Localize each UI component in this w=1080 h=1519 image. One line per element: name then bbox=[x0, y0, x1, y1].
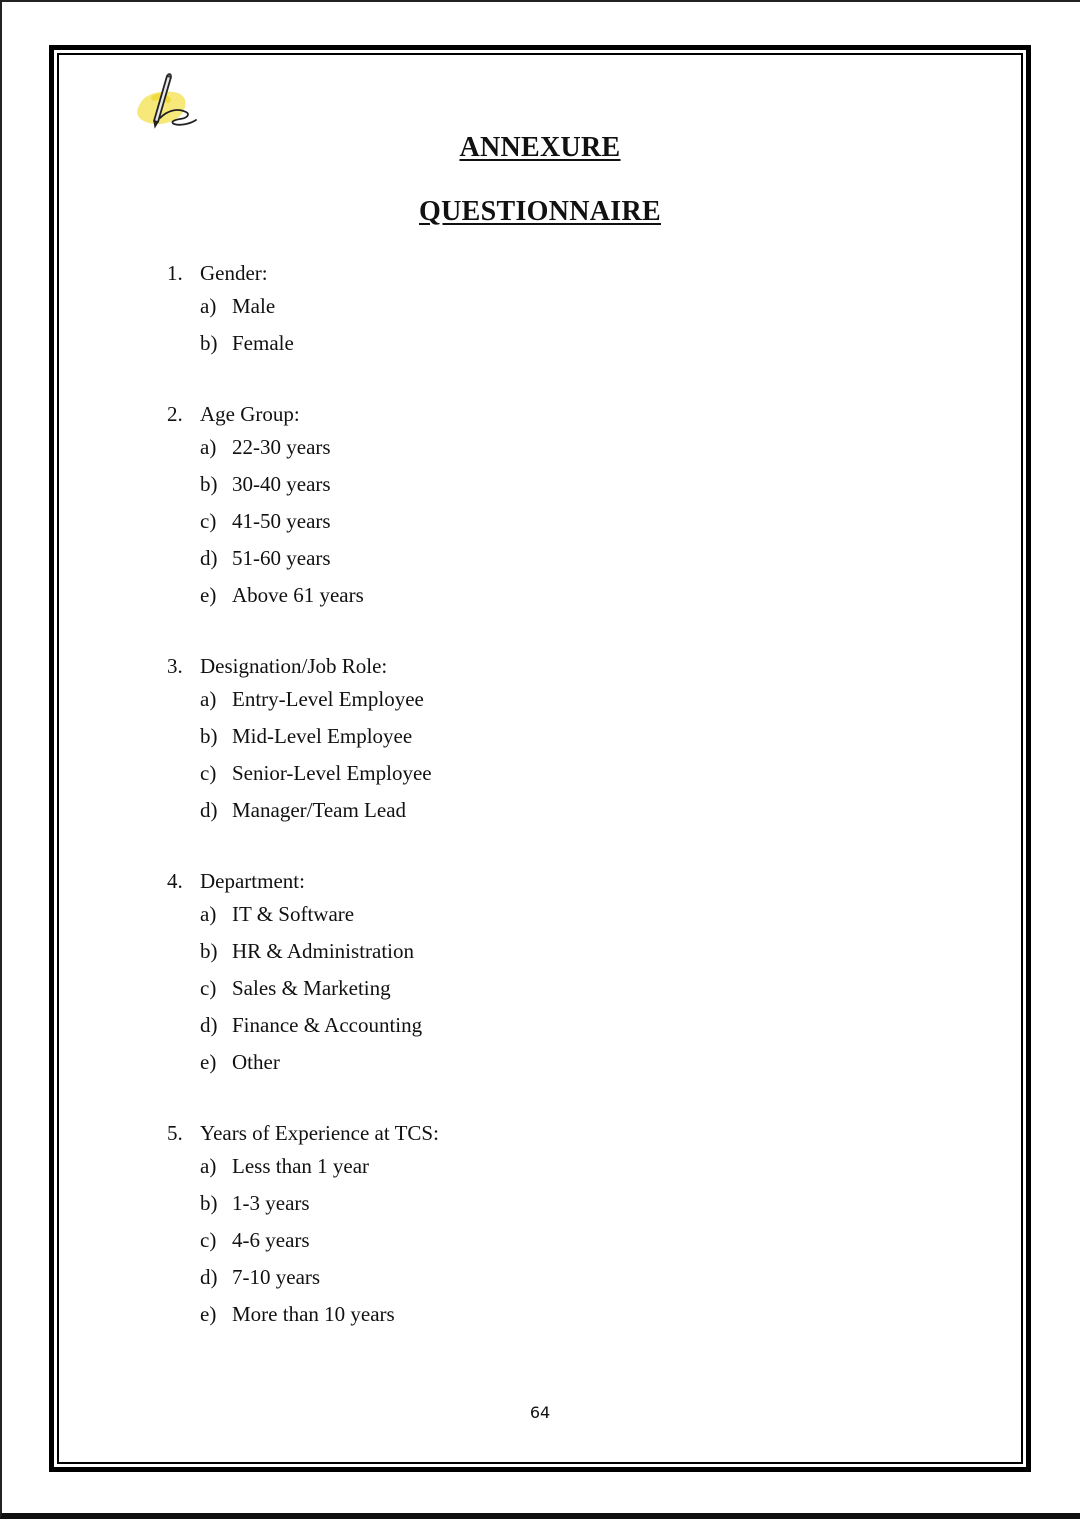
option-text: More than 10 years bbox=[232, 1302, 395, 1326]
option-item bbox=[167, 755, 867, 792]
question-gender bbox=[167, 258, 867, 362]
question-line bbox=[167, 651, 867, 681]
question-experience bbox=[167, 1118, 867, 1333]
question-text: Designation/Job Role: bbox=[200, 654, 388, 678]
option-letter: a) bbox=[200, 687, 217, 711]
option-letter: c) bbox=[200, 1228, 217, 1252]
page-number: 64 bbox=[529, 1403, 551, 1422]
option-letter: a) bbox=[200, 902, 217, 926]
option-text: 30-40 years bbox=[232, 472, 331, 496]
questionnaire-heading: QUESTIONNAIRE bbox=[419, 196, 661, 227]
option-letter: b) bbox=[200, 331, 218, 355]
option-item bbox=[167, 1185, 867, 1222]
option-letter: c) bbox=[200, 509, 217, 533]
option-letter: e) bbox=[200, 583, 217, 607]
option-text: Above 61 years bbox=[232, 583, 364, 607]
option-letter: c) bbox=[200, 761, 217, 785]
option-letter: b) bbox=[200, 939, 218, 963]
option-letter: c) bbox=[200, 976, 217, 1000]
option-letter: b) bbox=[200, 1191, 218, 1215]
option-text: 41-50 years bbox=[232, 509, 331, 533]
question-number: 2. bbox=[167, 402, 183, 426]
option-item bbox=[167, 1222, 867, 1259]
question-line bbox=[167, 1118, 867, 1148]
option-item bbox=[167, 466, 867, 503]
question-text: Years of Experience at TCS: bbox=[200, 1121, 439, 1145]
option-text: 51-60 years bbox=[232, 546, 331, 570]
option-text: 1-3 years bbox=[232, 1191, 310, 1215]
option-letter: e) bbox=[200, 1302, 217, 1326]
option-item bbox=[167, 1148, 867, 1185]
option-text: 7-10 years bbox=[232, 1265, 321, 1289]
question-text: Age Group: bbox=[200, 402, 300, 426]
option-text: Manager/Team Lead bbox=[232, 798, 407, 822]
option-text: Sales & Marketing bbox=[232, 976, 391, 1000]
option-item bbox=[167, 933, 867, 970]
question-line bbox=[167, 399, 867, 429]
option-text: Male bbox=[232, 294, 276, 318]
option-text: Senior-Level Employee bbox=[232, 761, 432, 785]
option-item bbox=[167, 1259, 867, 1296]
pen-highlighter-icon bbox=[134, 70, 202, 132]
option-item bbox=[167, 577, 867, 614]
option-letter: a) bbox=[200, 435, 217, 459]
option-item bbox=[167, 288, 867, 325]
option-item bbox=[167, 1296, 867, 1333]
question-text: Gender: bbox=[200, 261, 268, 285]
option-text: 4-6 years bbox=[232, 1228, 310, 1252]
option-item bbox=[167, 681, 867, 718]
question-designation bbox=[167, 651, 867, 829]
option-item bbox=[167, 1007, 867, 1044]
option-item bbox=[167, 896, 867, 933]
question-number: 5. bbox=[167, 1121, 183, 1145]
option-letter: e) bbox=[200, 1050, 217, 1074]
option-item bbox=[167, 540, 867, 577]
question-number: 1. bbox=[167, 261, 183, 285]
option-text: Finance & Accounting bbox=[232, 1013, 423, 1037]
option-letter: a) bbox=[200, 294, 217, 318]
annexure-heading: ANNEXURE bbox=[459, 132, 621, 163]
question-age-group bbox=[167, 399, 867, 614]
option-item bbox=[167, 325, 867, 362]
question-text: Department: bbox=[200, 869, 305, 893]
question-line bbox=[167, 258, 867, 288]
option-text: Other bbox=[232, 1050, 280, 1074]
option-text: Less than 1 year bbox=[232, 1154, 370, 1178]
option-text: Entry-Level Employee bbox=[232, 687, 424, 711]
option-text: Female bbox=[232, 331, 294, 355]
question-department bbox=[167, 866, 867, 1081]
question-list bbox=[167, 258, 867, 1370]
option-letter: a) bbox=[200, 1154, 217, 1178]
option-letter: b) bbox=[200, 724, 218, 748]
option-letter: d) bbox=[200, 546, 218, 570]
option-letter: b) bbox=[200, 472, 218, 496]
option-text: Mid-Level Employee bbox=[232, 724, 413, 748]
option-letter: d) bbox=[200, 1013, 218, 1037]
option-item bbox=[167, 503, 867, 540]
question-line bbox=[167, 866, 867, 896]
option-letter: d) bbox=[200, 1265, 218, 1289]
option-item bbox=[167, 718, 867, 755]
option-text: HR & Administration bbox=[232, 939, 415, 963]
option-item bbox=[167, 792, 867, 829]
option-item bbox=[167, 970, 867, 1007]
question-number: 3. bbox=[167, 654, 183, 678]
question-number: 4. bbox=[167, 869, 183, 893]
option-text: IT & Software bbox=[232, 902, 355, 926]
option-text: 22-30 years bbox=[232, 435, 331, 459]
option-item bbox=[167, 1044, 867, 1081]
option-letter: d) bbox=[200, 798, 218, 822]
option-item bbox=[167, 429, 867, 466]
